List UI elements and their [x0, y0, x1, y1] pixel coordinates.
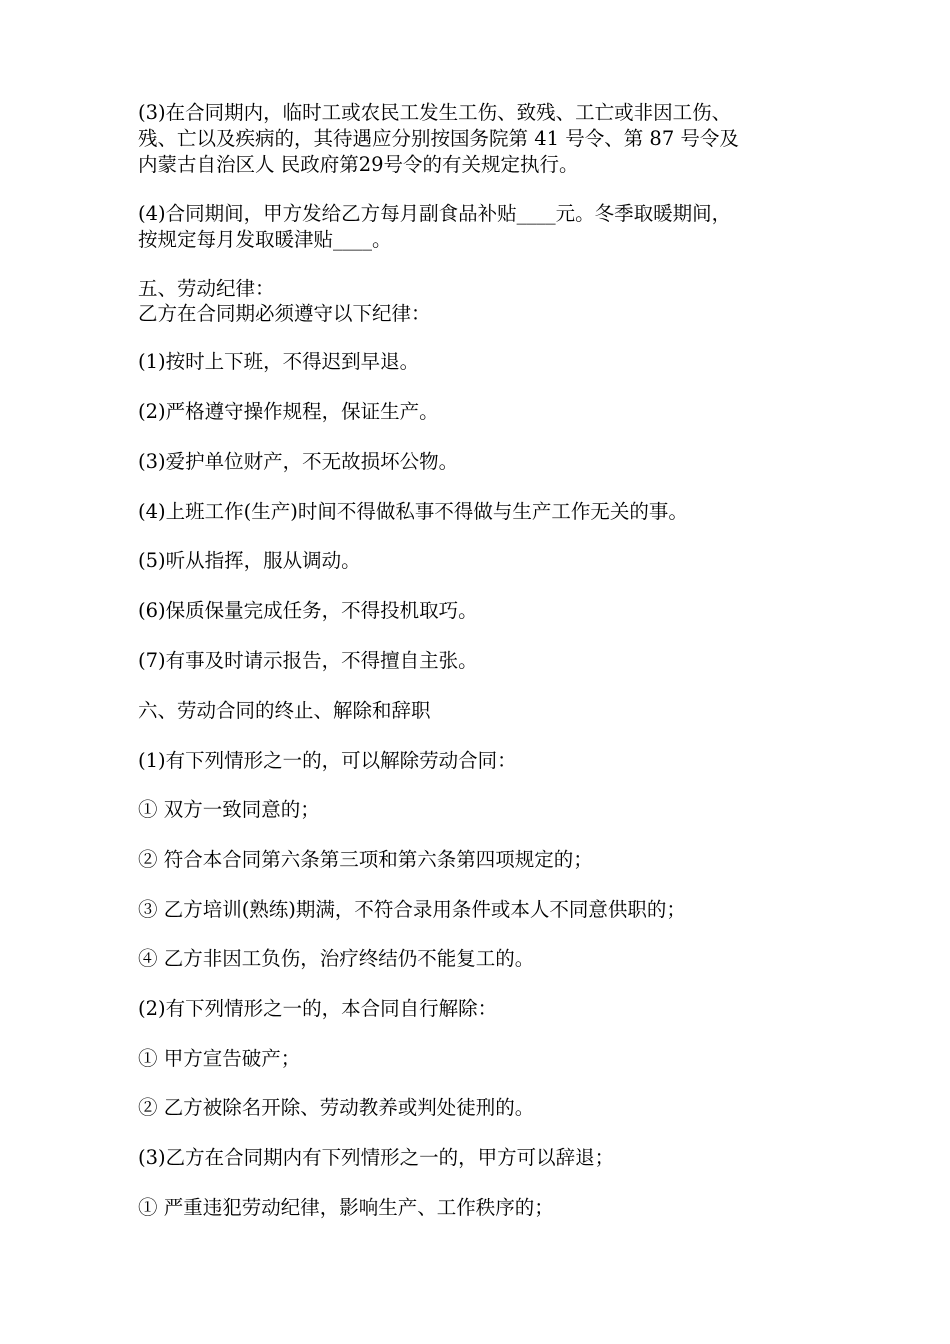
section-heading: 五、劳动纪律：: [138, 277, 275, 300]
list-item: ① 严重违犯劳动纪律，影响生产、工作秩序的；: [138, 1196, 554, 1219]
list-item: (7)有事及时请示报告，不得擅自主张。: [138, 649, 478, 672]
list-item: (1)按时上下班，不得迟到早退。: [138, 350, 420, 373]
list-item: ② 符合本合同第六条第三项和第六条第四项规定的；: [138, 848, 593, 871]
paragraph-line: 残、亡以及疾病的，其待遇应分别按国务院第 41 号令、第 87 号令及: [138, 127, 739, 150]
list-item: ① 甲方宣告破产；: [138, 1047, 301, 1070]
paragraph-line: 乙方在合同期必须遵守以下纪律：: [138, 302, 431, 325]
paragraph-line: 按规定每月发取暖津贴____。: [138, 228, 392, 251]
list-item: (3)爱护单位财产，不无故损坏公物。: [138, 450, 459, 473]
paragraph-line: (4)合同期间，甲方发给乙方每月副食品补贴____元。冬季取暖期间，: [138, 202, 732, 225]
paragraph-line: (3)在合同期内，临时工或农民工发生工伤、致残、工亡或非因工伤、: [138, 101, 732, 124]
list-item: ③ 乙方培训(熟练)期满，不符合录用条件或本人不同意供职的；: [138, 898, 686, 921]
section-heading: 六、劳动合同的终止、解除和辞职: [138, 699, 431, 722]
list-item: (6)保质保量完成任务，不得投机取巧。: [138, 599, 478, 622]
list-item: ① 双方一致同意的；: [138, 798, 320, 821]
list-item: (2)严格遵守操作规程，保证生产。: [138, 400, 439, 423]
list-item: ④ 乙方非因工负伤，治疗终结仍不能复工的。: [138, 947, 535, 970]
list-item: (5)听从指挥，服从调动。: [138, 549, 361, 572]
list-item: (3)乙方在合同期内有下列情形之一的，甲方可以辞退；: [138, 1146, 615, 1169]
list-item: (2)有下列情形之一的，本合同自行解除：: [138, 997, 498, 1020]
list-item: (4)上班工作(生产)时间不得做私事不得做与生产工作无关的事。: [138, 500, 688, 523]
list-item: ② 乙方被除名开除、劳动教养或判处徒刑的。: [138, 1096, 535, 1119]
list-item: (1)有下列情形之一的，可以解除劳动合同：: [138, 749, 517, 772]
paragraph-line: 内蒙古自治区人 民政府第29号令的有关规定执行。: [138, 153, 579, 176]
